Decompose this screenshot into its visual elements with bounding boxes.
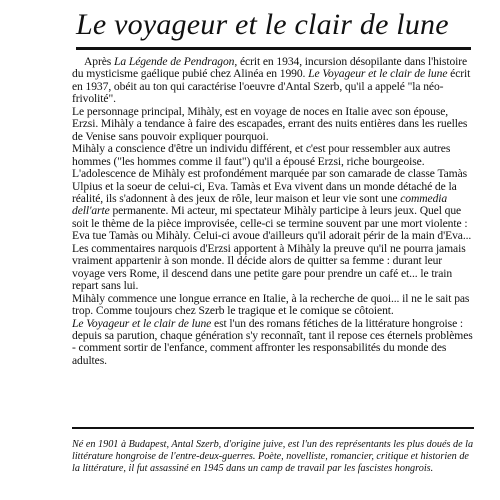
book-title-pendragon: La Légende de Pendragon bbox=[114, 55, 235, 68]
paragraph-1-text-a: Après bbox=[84, 55, 114, 68]
paragraph-1 bbox=[72, 56, 474, 106]
italic-commedia: commedia dell'arte bbox=[72, 191, 448, 218]
author-bio: Né en 1901 à Budapest, Antal Szerb, d'origine juive, est l'un des représentants les plus doués de la littérature hongroise de l'entre-deux-guerres. Poète, novelliste, romancier, critique et historien de la littérature, il fut assassiné en 1945 dans un camp de travail par les fascistes hongrois. bbox=[72, 439, 474, 474]
title-divider bbox=[76, 47, 471, 50]
paragraph-1-text-c: , écrit en 1934, incursion désopilante dans l'histoire du mysticisme gaélique pubié chez Alinéa en 1990. bbox=[72, 55, 468, 81]
paragraph-5: Les commentaires narquois d'Erzsi apportent à Mihàly la preuve qu'il ne pourra jamais vraiment appartenir à son monde. Il décide alors de quitter sa femme : durant leur voyage vers Rome, il descend dans une petite gare pour prendre un café et... le train repart sans lui. bbox=[72, 241, 466, 293]
paragraph-4-text-a: L'adolescence de Mihàly est profondément marquée par son camarade de classe Tamàs Ulpius et la soeur de celui-ci, Eva. Tamàs et Eva vivent dans un monde détaché de la réalité, ils s'adonnent à des jeux de rôle, leur maison et leur vie sont une bbox=[72, 167, 468, 205]
book-title-voyageur: Le Voyageur et le clair de lune bbox=[308, 67, 448, 81]
bio-divider bbox=[72, 427, 474, 429]
book-title-voyageur-2: Le Voyageur et le clair de lune bbox=[72, 316, 212, 330]
page-title: Le voyageur et le clair de lune bbox=[76, 8, 449, 41]
paragraph-3: Mihàly a conscience d'être un individu différent, et c'est pour ressembler aux autres hommes ("les hommes comme il faut") qu'il a épousé Erzsi, riche bourgeoise. bbox=[72, 142, 451, 168]
paragraph-7 bbox=[72, 318, 474, 368]
paragraph-7-text-b: est l'un des romans fétiches de la littérature hongroise : depuis sa parution, chaque génération s'y reconnaît, tant il repose ces éternels problèmes - comment sortir de l'enfance, comment affronter les responsabilités du monde des adultes. bbox=[72, 316, 473, 367]
paragraph-4 bbox=[72, 168, 474, 243]
synopsis-text bbox=[72, 56, 474, 367]
paragraph-6: Mihàly commence une longue errance en Italie, à la recherche de quoi... il ne le sait pas trop. Comme toujours chez Szerb le tragique et le comique se côtoient. bbox=[72, 291, 470, 318]
paragraph-4-text-c: permanente. Mi acteur, mi spectateur Mihàly participe à leurs jeux. Quel que soit le thème de la pièce improvisée, celle-ci se termine souvent par une mort violente : Eva tue Tamàs ou Mihàly. Celui-ci avoue d'ailleurs qu'il adorait périr de la main d'Eva... bbox=[72, 204, 472, 243]
paragraph-2: Le personnage principal, Mihàly, est en voyage de noces en Italie avec son épouse, Erzsi. Mihàly a tendance à faire des escapades, errant des nuits entières dans les ruelles de Venise sans pouvoir expliquer pourquoi. bbox=[72, 104, 468, 143]
paragraph-1-text-e: écrit en 1937, obéit au ton qui caractérise l'oeuvre d'Antal Szerb, qu'il a appelé "la néo-frivolité". bbox=[72, 67, 471, 106]
